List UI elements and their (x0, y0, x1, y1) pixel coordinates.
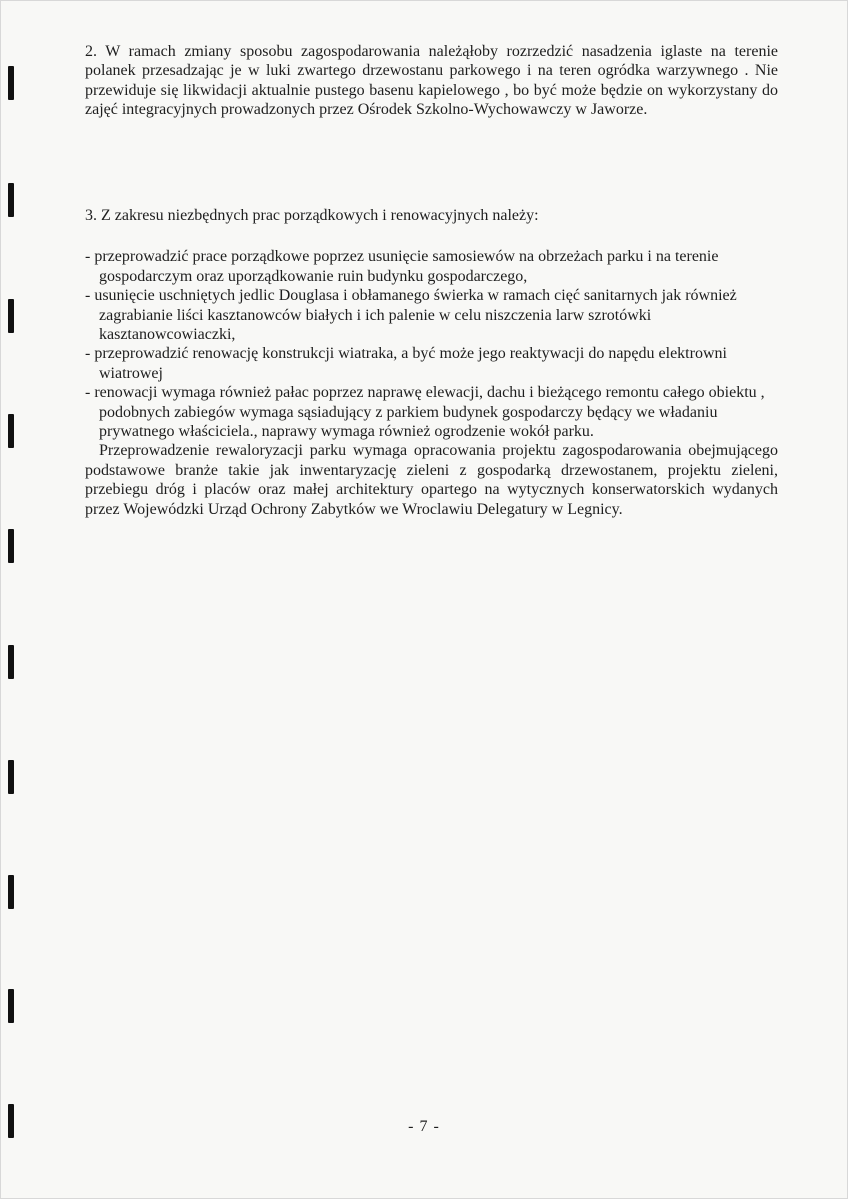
binding-hole-mark (8, 299, 14, 333)
section-2 (85, 42, 778, 120)
binding-hole-mark (8, 989, 14, 1023)
list-item: - renowacji wymaga również pałac poprzez naprawę elewacji, dachu i bieżącego remontu całego obiektu , podobnych zabiegów wymaga sąsiadujący z parkiem budynek gospodarczy będący we władaniu prywatnego właściciela., naprawy wymaga również ogrodzenie wokół parku. (85, 384, 765, 441)
list-item: - usunięcie uschniętych jedlic Douglasa i obłamanego świerka w ramach cięć sanitarnych jak również zagrabianie liści kasztanowców białych i ich palenie w celu niszczenia larw szrotówki kasztanowcowiaczki, (85, 287, 737, 344)
section-2-number: 2. (85, 43, 97, 60)
section-2-paragraph (85, 42, 778, 120)
binding-hole-mark (8, 875, 14, 909)
binding-hole-mark (8, 66, 14, 100)
binding-hole-mark (8, 414, 14, 448)
section-3-heading-text: Z zakresu niezbędnych prac porządkowych i renowacyjnych należy: (101, 207, 539, 224)
binding-hole-mark (8, 183, 14, 217)
binding-hole-mark (8, 645, 14, 679)
list-item: - przeprowadzić renowację konstrukcji wiatraka, a być może jego reaktywacji do napędu elektrowni wiatrowej (85, 345, 727, 382)
section-3-number: 3. (85, 207, 97, 224)
list-item: - przeprowadzić prace porządkowe poprzez usunięcie samosiewów na obrzeżach parku i na terenie gospodarczym oraz uporządkowanie ruin budynku gospodarczego, (85, 248, 719, 285)
closing-paragraph: Przeprowadzenie rewaloryzacji parku wymaga opracowania projektu zagospodarowania obejmującego podstawowe branże takie jak inwentaryzację zieleni z gospodarką drzewostanem, projektu zieleni, przebiegu dróg i placów oraz małej architektury opartego na wytycznych konserwatorskich wydanych przez Wojewódzki Urząd Ochrony Zabytków we Wroclawiu Delegatury w Legnicy. (85, 442, 778, 518)
section-3 (85, 206, 778, 519)
binding-hole-mark (8, 529, 14, 563)
section-2-text: W ramach zmiany sposobu zagospodarowania należąłoby rozrzedzić nasadzenia iglaste na terenie polanek przesadzając je w luki zwartego drzewostanu parkowego i na teren ogródka warzywnego . Nie przewiduje się likwidacji aktualnie pustego basenu kapielowego , bo być może będzie on wykorzystany do zajęć integracyjnych prowadzonych przez Ośrodek Szkolno-Wychowawczy w Jaworze. (85, 43, 778, 119)
section-3-heading (85, 206, 778, 225)
page-number: - 7 - (408, 1118, 440, 1135)
binding-hole-mark (8, 760, 14, 794)
